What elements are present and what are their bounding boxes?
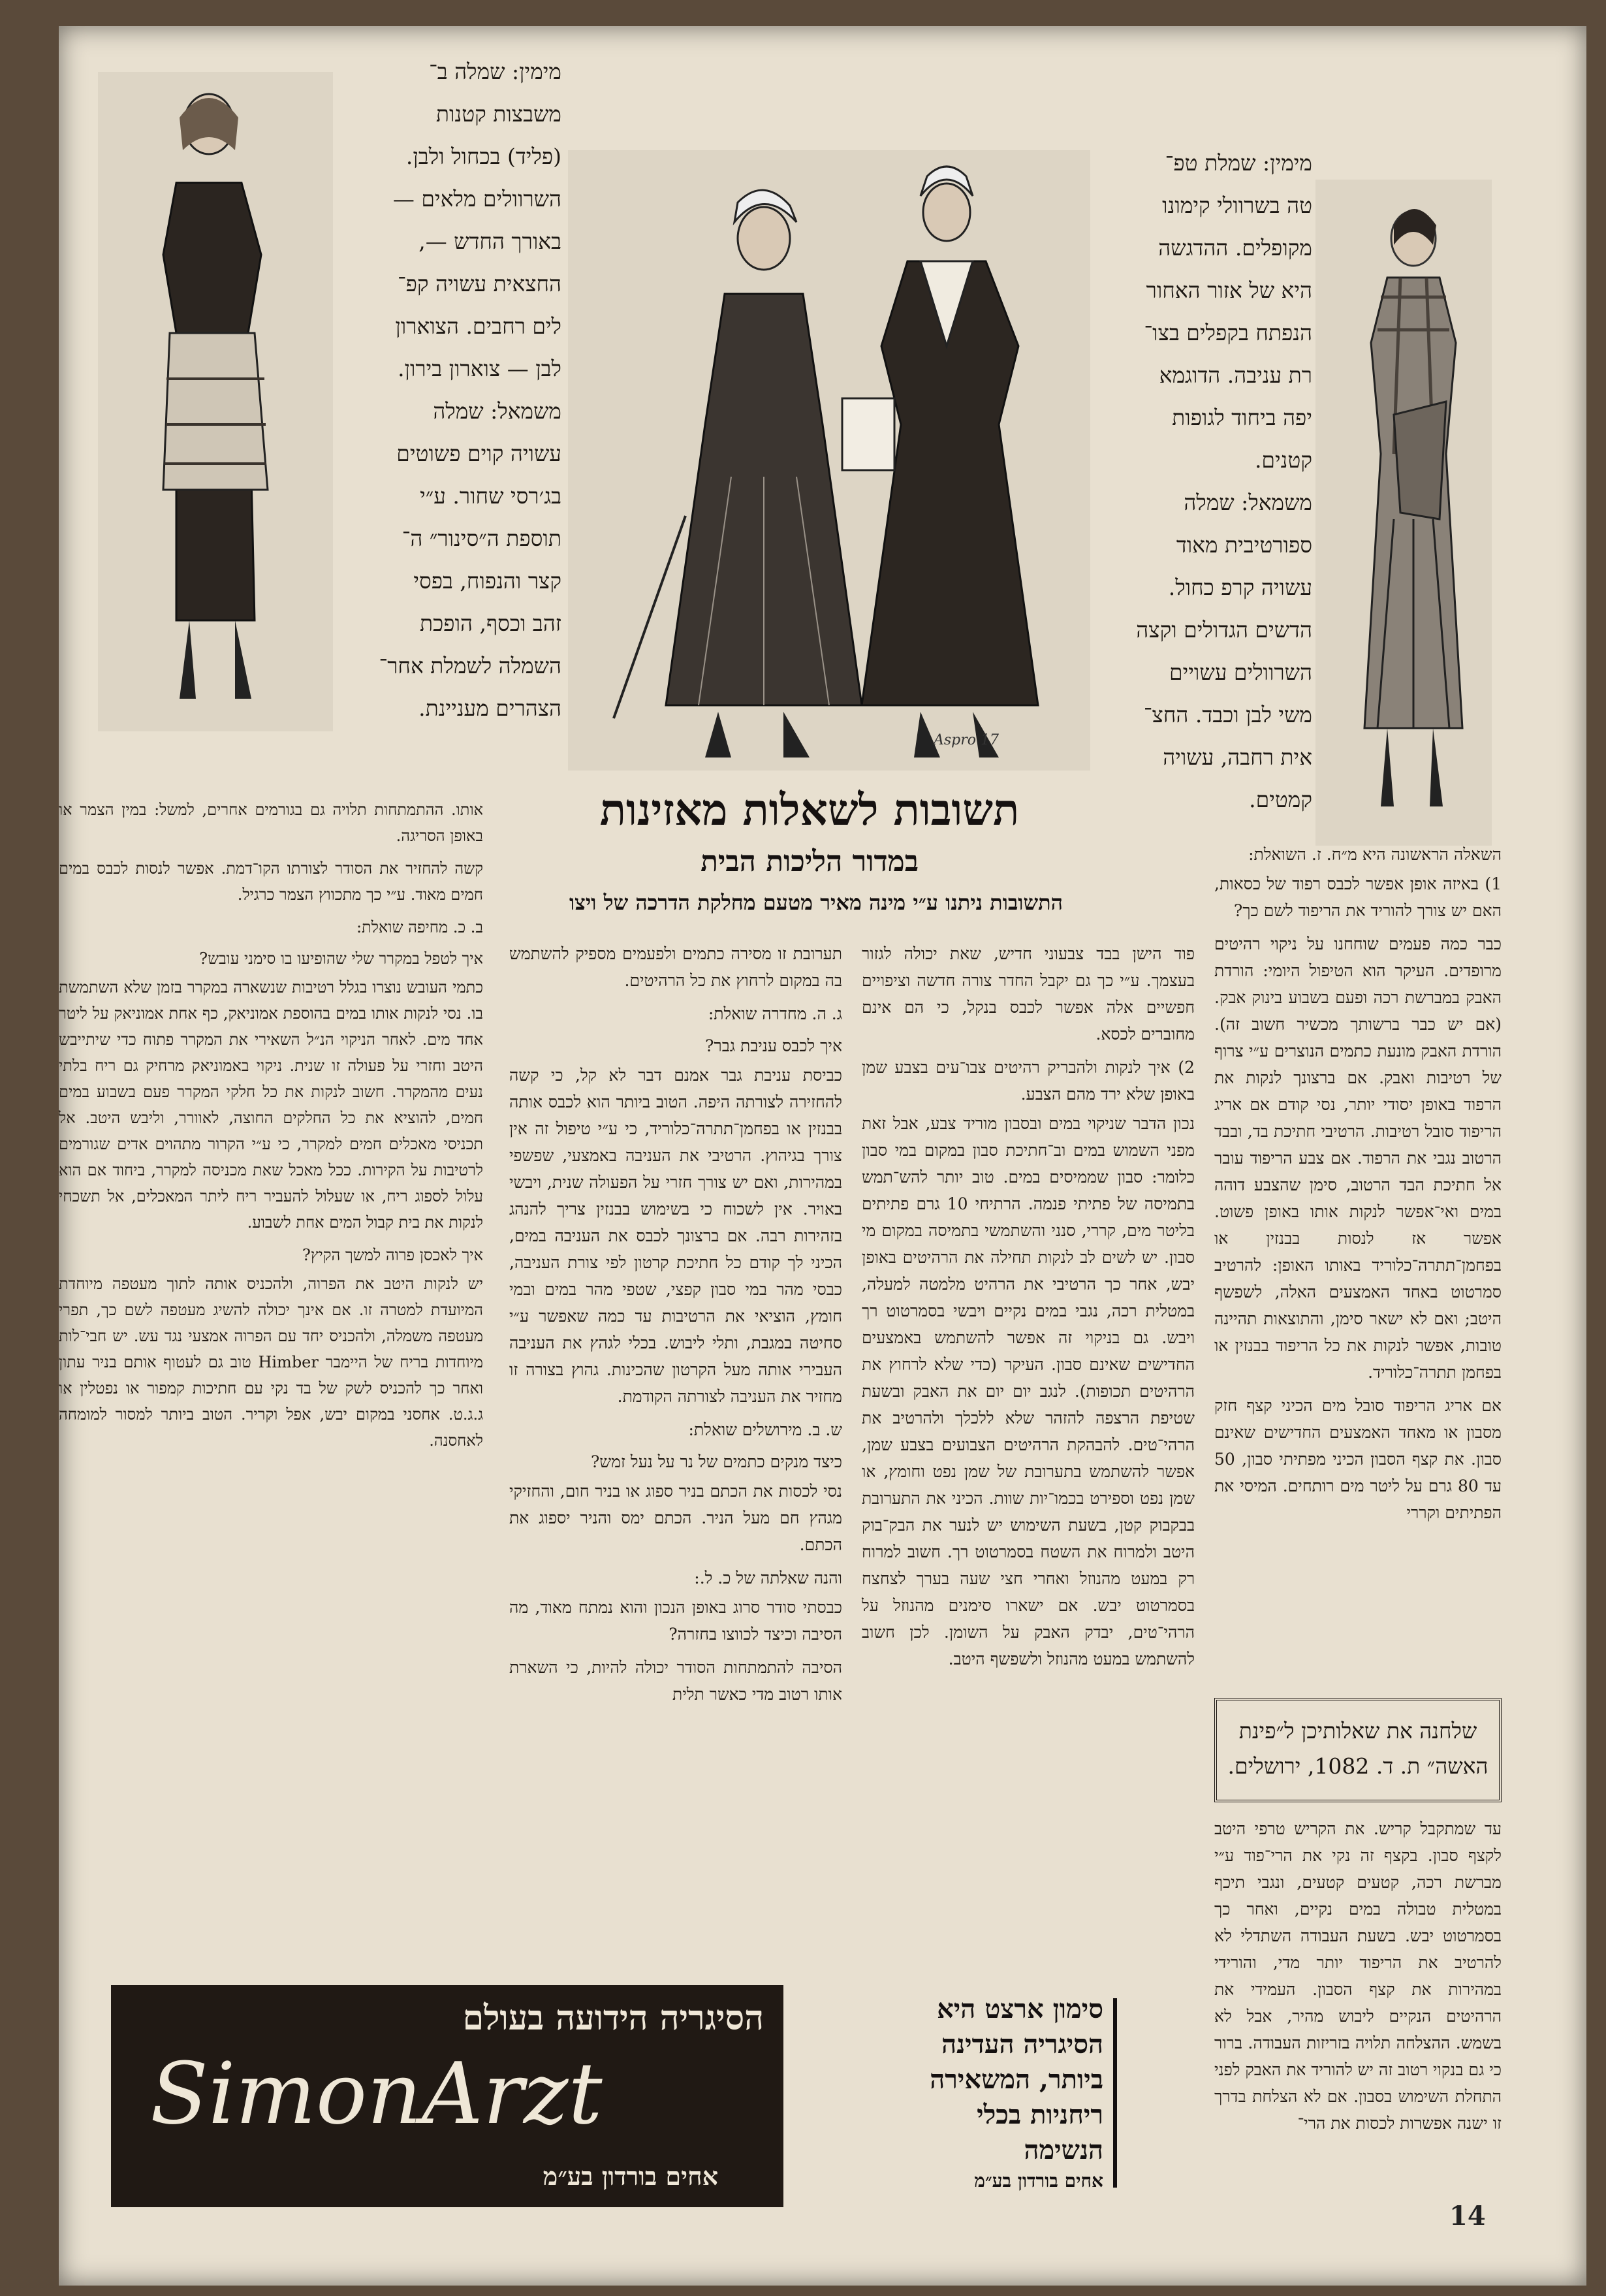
boxed-note-address: שלחנה את שאלותיכן ל״פינת האשה״ ת. ד. 1082, ירושלים. [1214,1698,1502,1802]
column-3 [509,940,842,1714]
caption-line: השרוולים עשויים [1169,660,1312,685]
question-intro: והנה שאלתה של כ. ל.: [694,1569,842,1587]
caption-line: השמלה לשמלת אחר־ [379,653,561,678]
answer-paragraph: פוד הישן בבד צבעוני חדיש, שאת יכולה לגזור בעצמך. ע״י כך גם יקבל החדר צורה חדשה וציפויים חפשיים אלה אפשר לכבס בנקל, כי הם אינם מחוברים לכסא. [862,944,1195,1044]
artist-signature: Aspro 17 [934,732,1000,748]
caption-line: קצר והנפוח, בפסי [413,568,561,594]
caption-line: לים רחבים. הצוארון [395,313,561,339]
caption-line: (פליד) בכחול ולבן. [405,144,561,169]
question-text: איך לאכסן פרוה למשך הקיץ? [302,1246,483,1264]
ad-maker: אחים בורדון בע״מ [974,2170,1103,2192]
question-text: איך לכבס עניבת גבר? [705,1036,842,1055]
article-credit: התשובות ניתנו ע״י מינה מאיר מטעם מחלקת הדרכה של ויצו [569,890,1063,915]
question-text: איך לטפל במקרר שלי שהופיעו בו סימני עובש? [199,949,483,968]
question-intro: השאלה הראשונה היא מ״ח. ז. השואלת: [1248,845,1502,864]
caption-line: הנפתח בקפלים בצו־ [1144,320,1312,345]
question-intro: ב. כ. מחיפה שואלת: [356,918,483,936]
caption-line: קטנים. [1254,447,1312,473]
answer-paragraph: נכון הדבר שניקוי במים ובסבון מוריד צבע, אבל זאת מפני השמוש במים וב־חתיכת סבון במקום במי סבון כלומר: סבון שממיסים במים. טוב יותר להש־תמש בתמיסה של פתיתי פנמה. הרתיחי 10 גרם פתיתים בליטר מים, קררי, סנני והשתמשי בתמיסה במקום מי סבון. יש לשים לב לנקות תחילה את הרהיטים באופן יבש, אחר כך הרטיבי את הרהיט מלמטה למעלה, במטלית רכה, נגבי במים נקיים ויבשי בסמרטוט רך ויבש. גם בניקוי זה אפשר להשתמש באמצעים החדישים שאינם סבון. העיקר (כדי שלא לרחוץ את הרהיטים תכופות). לנגב יום יום את האבק ובשעת שטיפת הרצפה להזהר שלא ללכלך ולהרטיב את הרהי־טים. להבהקת הרהיטים הצבועים בצבע שמן, אפשר להשתמש בתערובת של שמן נפט וחומץ, או שמן נפט וספירט בכמו־יות שוות. הכיני את התערובת בבקבוק קטן, בשעת השימוש יש לנער את הבק־בוק היטב ולמרוח את השטח בסמרטוט רך. חשוב למרוח רק במעט מהנוזל ואחרי חצי שעה בערך לצחצח בסמרטוט יבש. אם ישארו סימנים מהנוזל על הרהי־טים, יבדק האבק על השומן. לכן חשוב להשתמש במעט מהנוזל ולשפשף היטב. [862,1114,1195,1668]
question-intro: ג. ה. מחדרה שואלת: [708,1004,842,1023]
answer-paragraph: אותו. ההתמתחות תלויה גם בגורמים אחרים, למשל: במין הצמר או באופן הסריגה. [59,801,483,845]
question-text: כיצד מנקים כתמים של נר על נעל זמש? [591,1452,842,1471]
caption-line: רת עניבה. הדוגמא [1159,362,1312,388]
question-text: 2) איך לנקות ולהבריק רהיטים צבו־עים בצבע שמן באופן שלא ירד מהם הצבע. [862,1058,1195,1104]
answer-paragraph: כתמי העובש נוצרו בגלל רטיבות שנשארה במקרר בזמן שלא השתמשת בו. נסי לנקות אותו במים בהוספת אמוניאק, כף אחת אמוניאק על ליטר אחד מים. לאחר הניקוי הנ״ל השאירי את המקרר פתוח כדי שיתייבש היטב וחזרי על פעולה זו שנית. ניקוי באמוניאק מרחיק גם ריח בלתי נעים מהמקרר. חשוב לנקות את כל חלקי המקרר פעם בשבוע במים חמים, להוציא את כל החלקים החוצה, לאוורר, וליבש היטב. אל תכניסי מאכלים חמים למקרר, כי ע״י הקרור מתהוים אדים שגורמים לרטיבות על הקירות. ככל מאכל שאת מכניסה למקרר, ביחוד אם הוא עלול לספוג ריח, או שעלול להעביר ריח ליתר המאכלים, אל תשכחי לנקות את בית קבול המים אחת לשבוע. [59,978,483,1232]
caption-line: עשויה קרפ כחול. [1168,575,1312,600]
caption-line: מימין: שמלה ב־ [429,59,561,84]
ad-tagline: הסיגריה הידועה בעולם [462,1998,764,2038]
article-subtitle: במדור הליכות הבית [701,845,919,878]
caption-line: מקופלים. ההדגשה [1158,235,1312,261]
answer-paragraph: עד שמתקבל קריש. את הקריש טרפי היטב לקצף סבון. בקצף זה נקי את הרי־פוד ע״י מברשת רכה, קטעים קטעים, ונגבי תיכף במטלית טבולה במים נקיים, ואחר כך בסמרטוט יבש. בשעת העבודה השתדלי לא להרטיב את הריפוד יותר מדי, והורידי במהירות את קצף הסבון. העמידי את הרהיטים הנקיים ליבוש מהיר, אבל לא בשמש. ההצלחה תלויה בזריזות העבודה. ברור כי גם בנקוי רטוב זה יש להוריד את האבק לפני התחלת השימוש בסבון. אם לא הצלחת בדרך זו ישנה אפשרות לכסות את הרי־ [1214,1819,1502,2133]
caption-line: משי לבן וכבד. החצ־ [1143,702,1312,727]
caption-line: באורך החדש —, [418,229,561,254]
answer-paragraph: יש לנקות היטב את הפרוה, ולהכניס אותה לתוך מעטפה מיוחדת המיועדת למטרה זו. אם אינך יכולה להשיג מעטפה לשם כך, תפרי מעטפה משמלה, ולהכניס יחד עם הפרוה אמצעי נגד עש. יש חבי־לות מיוחדות בריח של היימבר Himber טוב גם לעטוף אותם בניר עתון ואחר כך להכניס לשק של בד נקי עם חתיכות קמפור או נפטלין או ג.ג.ט. אחסני במקום יבש, אפל וקריר. הטוב ביותר למסור למומחה לאחסנה. [59,1275,484,1450]
answer-paragraph: כבר כמה פעמים שוחחנו על ניקוי רהיטים מרופדים. העיקר הוא הטיפול היומי: הורדת האבק במברשת רכה ופעם בשבוע בינוק אבק. (אם יש כבר ברשותך מכשיר חשוב זה). הורדת האבק מונעת כתמים הנוצרים ע״י צרוף של רטיבות ואבק. אם ברצונך לנקות את הרפוד באופן יסודי יותר, נסי קודם אם אריג הריפוד סובל רטיבות. הרטיבי חתיכת בד, ובבד הרטוב נגבי את הרפוד. אם צבע הריפוד עובר אל חתיכת הבד הרטוב, סימן שהצבע דוהה במים ואי־אפשר לנקות אותו באופן פשוט. אפשר אז לנסות בבנזין או בפחמן־תתרה־כלוריד באותו האופן: להרטיב סמרטוט באחד האמצעים האלה, לשפשף היטב; ואם לא ישאר סימן, והתוצאות תהיינה טובות, אפשר לנקות את כל הריפוד בבנזין או בפחמן תתרה־כלוריד. [1214,934,1502,1382]
ad-line: ריחניות בכלי [977,2099,1103,2130]
caption-line: יפה ביחוד לגופות [1172,405,1312,430]
column-1 [1214,836,1502,1533]
answer-paragraph: קשה להחזיר את הסודר לצורתו הקו־דמת. אפשר לנסות לכבס במים חמים מאוד. ע״י כך מתכווץ הצמר כרגיל. [59,859,483,904]
answer-paragraph: תערובת זו מסירה כתמים ולפעמים מספיק להשתמש בה במקום לרחוץ את כל הרהיטים. [509,944,842,990]
ad-maker: אחים בורדון בע״מ [543,2161,718,2191]
answer-paragraph: נסי לכסות את הכתם בניר ספוג או בניר חום, והחזיקי מגהץ חם מעל הניר. הכתם ימס והניר יספוג את הכתם. [509,1482,842,1554]
caption-line: ספורטיבית מאוד [1176,532,1312,558]
ad-brand-logo: SimonArzt [150,2044,603,2143]
caption-line: לבן — צוארון בירון. [398,356,561,381]
caption-line: משמאל: שמלה [1184,490,1312,515]
illustration-plaid-dress [1315,180,1492,846]
page-number: 14 [1449,2201,1486,2231]
ad-simon-arzt-text [816,1992,1103,2194]
caption-line: היא של אזור האחור [1146,278,1312,303]
column-4 [59,797,483,1460]
caption-line: מימין: שמלת טפ־ [1165,150,1312,176]
caption-line: משבצות קטנות [435,101,561,127]
caption-line: הדשים הגדולים וקצה [1136,617,1312,643]
illustration-two-figures [568,150,1090,771]
question-intro: ש. ב. מירושלים שואלת: [688,1420,842,1439]
ad-line: הסיגריה העדינה [941,2029,1103,2060]
question-text: 1) באיזה אופן אפשר לכבס רפוד של כסאות, האם יש צורך להוריד את הריפוד לשם כך? [1214,874,1502,920]
answer-paragraph: כביסת עניבת גבר אמנם דבר לא קל, כי קשה להחזירה לצורתה היפה. הטוב ביותר הוא לכבס אותה בבנזין או בפחמן־תתרה־כלוריד, כי ע״י טיפול זה אין צורך בגיהוץ. הרטיבי את העניבה באמצעי, שפשפי במהירות, ואם יש צורך חזרי על הפעולה שנית, ויבשי באויר. אין לשכוח כי בשימוש בבנזין צריך להנהג בזהירות רבה. אם ברצונך לכבס את העניבה במים, הכיני לך קודם כל חתיכת קרטון לפי צורת העניבה, כבסי מהר במי סבון קפצי, שטפי מהר במים ובמי חומץ, הוציאי את הרטיבות עד כמה שאפשר ע״י סחיטה במגבת, ותלי ליבוש. בכלי לגהץ את העניבה העבירי אותה מעל הקרטון שהכינות. גהוץ בצורה זו מחזיר את העניבה לצורתה הקודמת. [509,1066,842,1406]
ad-line: ביותר, המשאירה [930,2064,1103,2095]
caption-right-figure [1103,144,1312,823]
ad-line: סימון ארצט היא [937,1994,1103,2024]
ad-rule [1113,1998,1117,2188]
caption-line: הצהרים מעניינת. [418,695,561,721]
caption-line: השרוולים מלאים — [392,186,561,212]
caption-line: בג׳רסי שחור. ע״י [420,483,561,509]
column-2 [862,940,1195,1679]
caption-left-figure [339,52,561,731]
caption-line: קמטים. [1249,787,1312,812]
question-text: כבסתי סודר סרוג באופן הנכון והוא נמתח מאוד, מה הסיבה וכיצד לכווצו בחזרה? [509,1598,842,1644]
answer-paragraph: אם אריג הריפוד סובל מים הכיני קצף חזק מסבון או מאחד האמצעים החדישים שאינם סבון. את קצף הסבון הכיני מפתיתי סבון, 50 עד 80 גרם על ליטר מים רותחים. המיסי את הפתיתים וקררי [1214,1396,1502,1522]
ad-line: הנשימה [1024,2135,1103,2165]
article-title: תשובות לשאלות מאזינות [599,784,1020,835]
illustration-apron-dress [98,72,333,731]
caption-line: תוספת ה״סינור״ ה־ [402,526,561,551]
caption-line: אית רחבה, עשויה [1163,744,1312,770]
caption-line: טה בשרוולי קימונו [1162,193,1312,218]
caption-line: זהב וכסף, הופכת [420,611,561,636]
ad-simon-arzt-banner [111,1985,783,2207]
answer-paragraph: הסיבה להתמתחות הסודר יכולה להיות, כי השארת אותו רטוב מדי כאשר תלית [509,1658,842,1704]
magazine-page [59,26,1586,2286]
column-1-continued [1214,1815,1502,2143]
caption-line: עשויה קוים פשוטים [396,441,561,466]
caption-line: משמאל: שמלה [433,398,561,424]
caption-line: החצאית עשויה קפ־ [397,271,561,296]
